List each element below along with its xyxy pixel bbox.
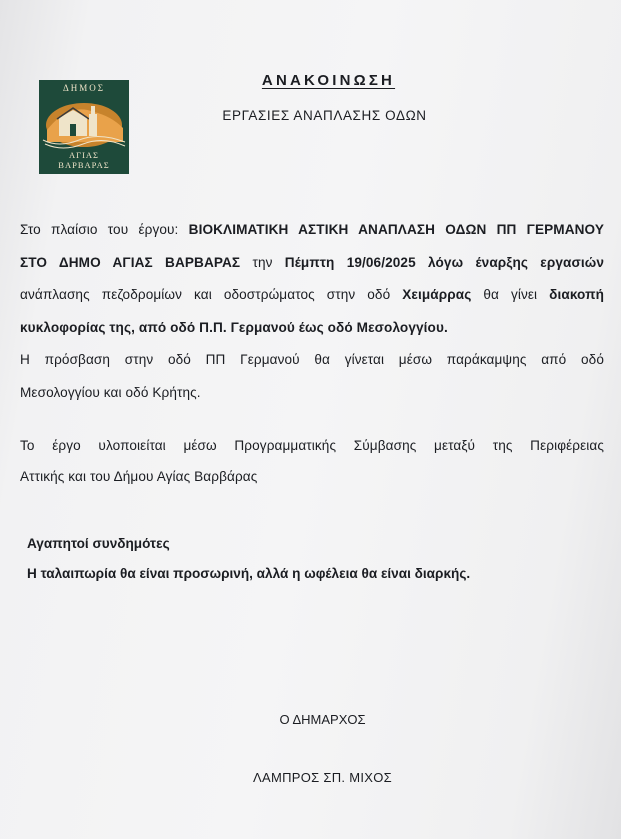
paragraph-line <box>20 247 604 280</box>
paragraph-line: Μεσολογγίου και οδό Κρήτης. <box>20 384 201 400</box>
paragraph-line: Αττικής και του Δήμου Αγίας Βαρβάρας <box>20 469 258 484</box>
text-span: θα γίνει <box>471 287 550 302</box>
municipality-logo <box>39 80 129 174</box>
street-name: Χειμάρρας <box>402 287 472 302</box>
paragraph-line: Η πρόσβαση στην οδό ΠΠ Γερμανού θα γίνεται μέσω παράκαμψης από οδό <box>20 352 604 367</box>
document-subtitle: ΕΡΓΑΣΙΕΣ ΑΝΑΠΛΑΣΗΣ ΟΔΩΝ <box>222 108 427 123</box>
logo-text-top: ΔΗΜΟΣ <box>62 83 106 93</box>
greeting: Αγαπητοί συνδημότες <box>27 536 170 551</box>
text-span: διακοπή <box>549 287 604 302</box>
closing-statement: Η ταλαιπωρία θα είναι προσωρινή, αλλά η ωφέλεια θα είναι διαρκής. <box>27 566 471 581</box>
project-location: ΣΤΟ ΔΗΜΟ ΑΓΙΑΣ ΒΑΡΒΑΡΑΣ <box>20 254 241 270</box>
paragraph-line: Το έργο υλοποιείται μέσω Προγραμματικής Σύμβασης μεταξύ της Περιφέρειας <box>20 438 604 453</box>
logo-text-bottom-2: ΒΑΡΒΑΡΑΣ <box>58 160 110 170</box>
announcement-paragraph <box>20 214 604 409</box>
document-title: ΑΝΑΚΟΙΝΩΣΗ <box>261 72 396 89</box>
text-span: Στο πλαίσιο του έργου: <box>20 222 189 237</box>
signatory-name: ΛΑΜΠΡΟΣ ΣΠ. ΜΙΧΟΣ <box>252 770 392 785</box>
project-name: ΒΙΟΚΛΙΜΑΤΙΚΗ ΑΣΤΙΚΗ ΑΝΑΠΛΑΣΗ ΟΔΩΝ ΠΠ ΓΕΡΜΑΝΟΥ <box>188 222 604 237</box>
text-span: ανάπλασης πεζοδρομίων και οδοστρώματος στην οδό <box>20 287 403 302</box>
text-span: λόγω έναρξης εργασιών <box>415 254 604 270</box>
funding-paragraph <box>20 430 604 492</box>
paragraph-line <box>20 214 604 247</box>
paragraph-line <box>20 312 604 345</box>
paragraph-line <box>20 279 604 312</box>
closure-details: κυκλοφορίας της, από οδό Π.Π. Γερμανού έως οδό Μεσολογγίου. <box>20 319 448 335</box>
signatory-role: Ο ΔΗΜΑΡΧΟΣ <box>279 712 366 727</box>
text-span: την <box>240 254 285 270</box>
logo-text-bottom-1: ΑΓΙΑΣ <box>69 150 99 160</box>
start-date: Πέμπτη 19/06/2025 <box>284 254 416 270</box>
